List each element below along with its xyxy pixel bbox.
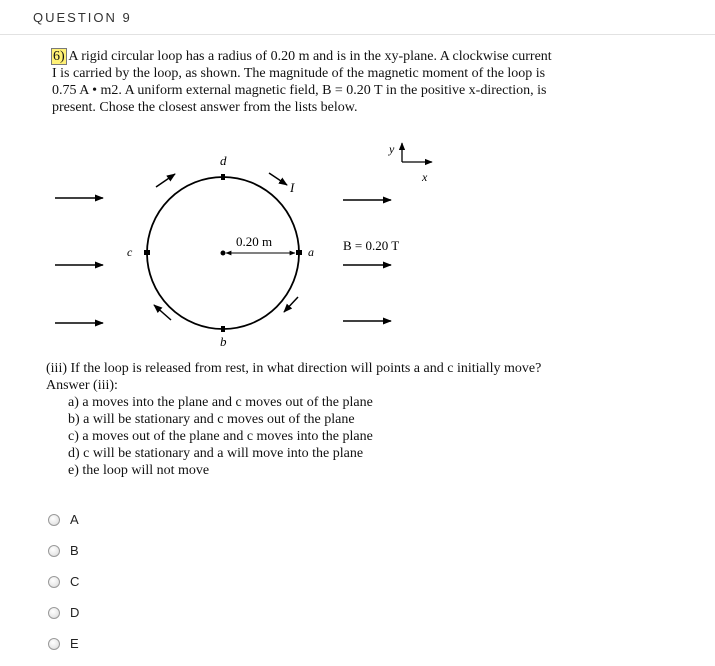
answer-label: Answer (iii): [46, 378, 118, 393]
problem-line-2: I is carried by the loop, as shown. The magnitude of the magnetic moment of the loop is [52, 66, 546, 81]
axis-x-label: x [422, 170, 428, 184]
option-e[interactable] [48, 628, 79, 659]
problem-line-3: 0.75 A • m2. A uniform external magnetic field, B = 0.20 T in the positive x-direction, is [52, 83, 547, 98]
option-d[interactable] [48, 597, 79, 628]
radio-button[interactable] [48, 576, 60, 588]
choice-item: d) c will be stationary and a will move into the plane [68, 446, 364, 461]
point-d-marker [221, 174, 225, 180]
radio-button[interactable] [48, 545, 60, 557]
choice-item: e) the loop will not move [68, 463, 210, 478]
problem-text-1: A rigid circular loop has a radius of 0.20 m and is in the xy-plane. A clockwise current [68, 49, 552, 64]
label-c: c [127, 245, 133, 259]
label-d: d [220, 153, 227, 168]
answer-options [48, 504, 79, 659]
option-label: A [70, 512, 79, 527]
problem-line-4: present. Chose the closest answer from the lists below. [52, 100, 358, 115]
question-title: QUESTION 9 [33, 10, 132, 25]
option-c[interactable] [48, 566, 79, 597]
current-arrow [154, 305, 171, 320]
radius-label: 0.20 m [236, 234, 273, 249]
choice-item: c) a moves out of the plane and c moves into the plane [68, 429, 373, 444]
option-a[interactable] [48, 504, 79, 535]
radio-button[interactable] [48, 607, 60, 619]
problem-line-1 [52, 48, 612, 65]
option-label: D [70, 605, 80, 620]
point-c-marker [144, 250, 150, 255]
choice-list [46, 394, 646, 479]
radio-button[interactable] [48, 514, 60, 526]
field-label: B = 0.20 T [343, 238, 400, 253]
current-arrow [284, 297, 298, 312]
option-label: E [70, 636, 79, 651]
current-arrow [269, 173, 287, 185]
label-b: b [220, 334, 227, 349]
subquestion [46, 360, 646, 479]
point-a-marker [296, 250, 302, 255]
loop-center-dot [221, 251, 226, 256]
question-header [0, 0, 715, 35]
subquestion-prompt: (iii) If the loop is released from rest, in what direction will points a and c initially move? [46, 361, 542, 376]
label-current: I [290, 180, 295, 195]
loop-diagram [40, 140, 500, 355]
axis-y-label: y [389, 142, 395, 156]
option-label: C [70, 574, 80, 589]
point-b-marker [221, 326, 225, 332]
problem-statement [52, 48, 612, 116]
radio-button[interactable] [48, 638, 60, 650]
choice-item: b) a will be stationary and c moves out of the plane [68, 412, 355, 427]
problem-number: 6) [53, 49, 65, 64]
option-label: B [70, 543, 79, 558]
label-a: a [308, 245, 314, 259]
option-b[interactable] [48, 535, 79, 566]
current-arrow [156, 174, 175, 187]
choice-item: a) a moves into the plane and c moves out of the plane [68, 395, 373, 410]
